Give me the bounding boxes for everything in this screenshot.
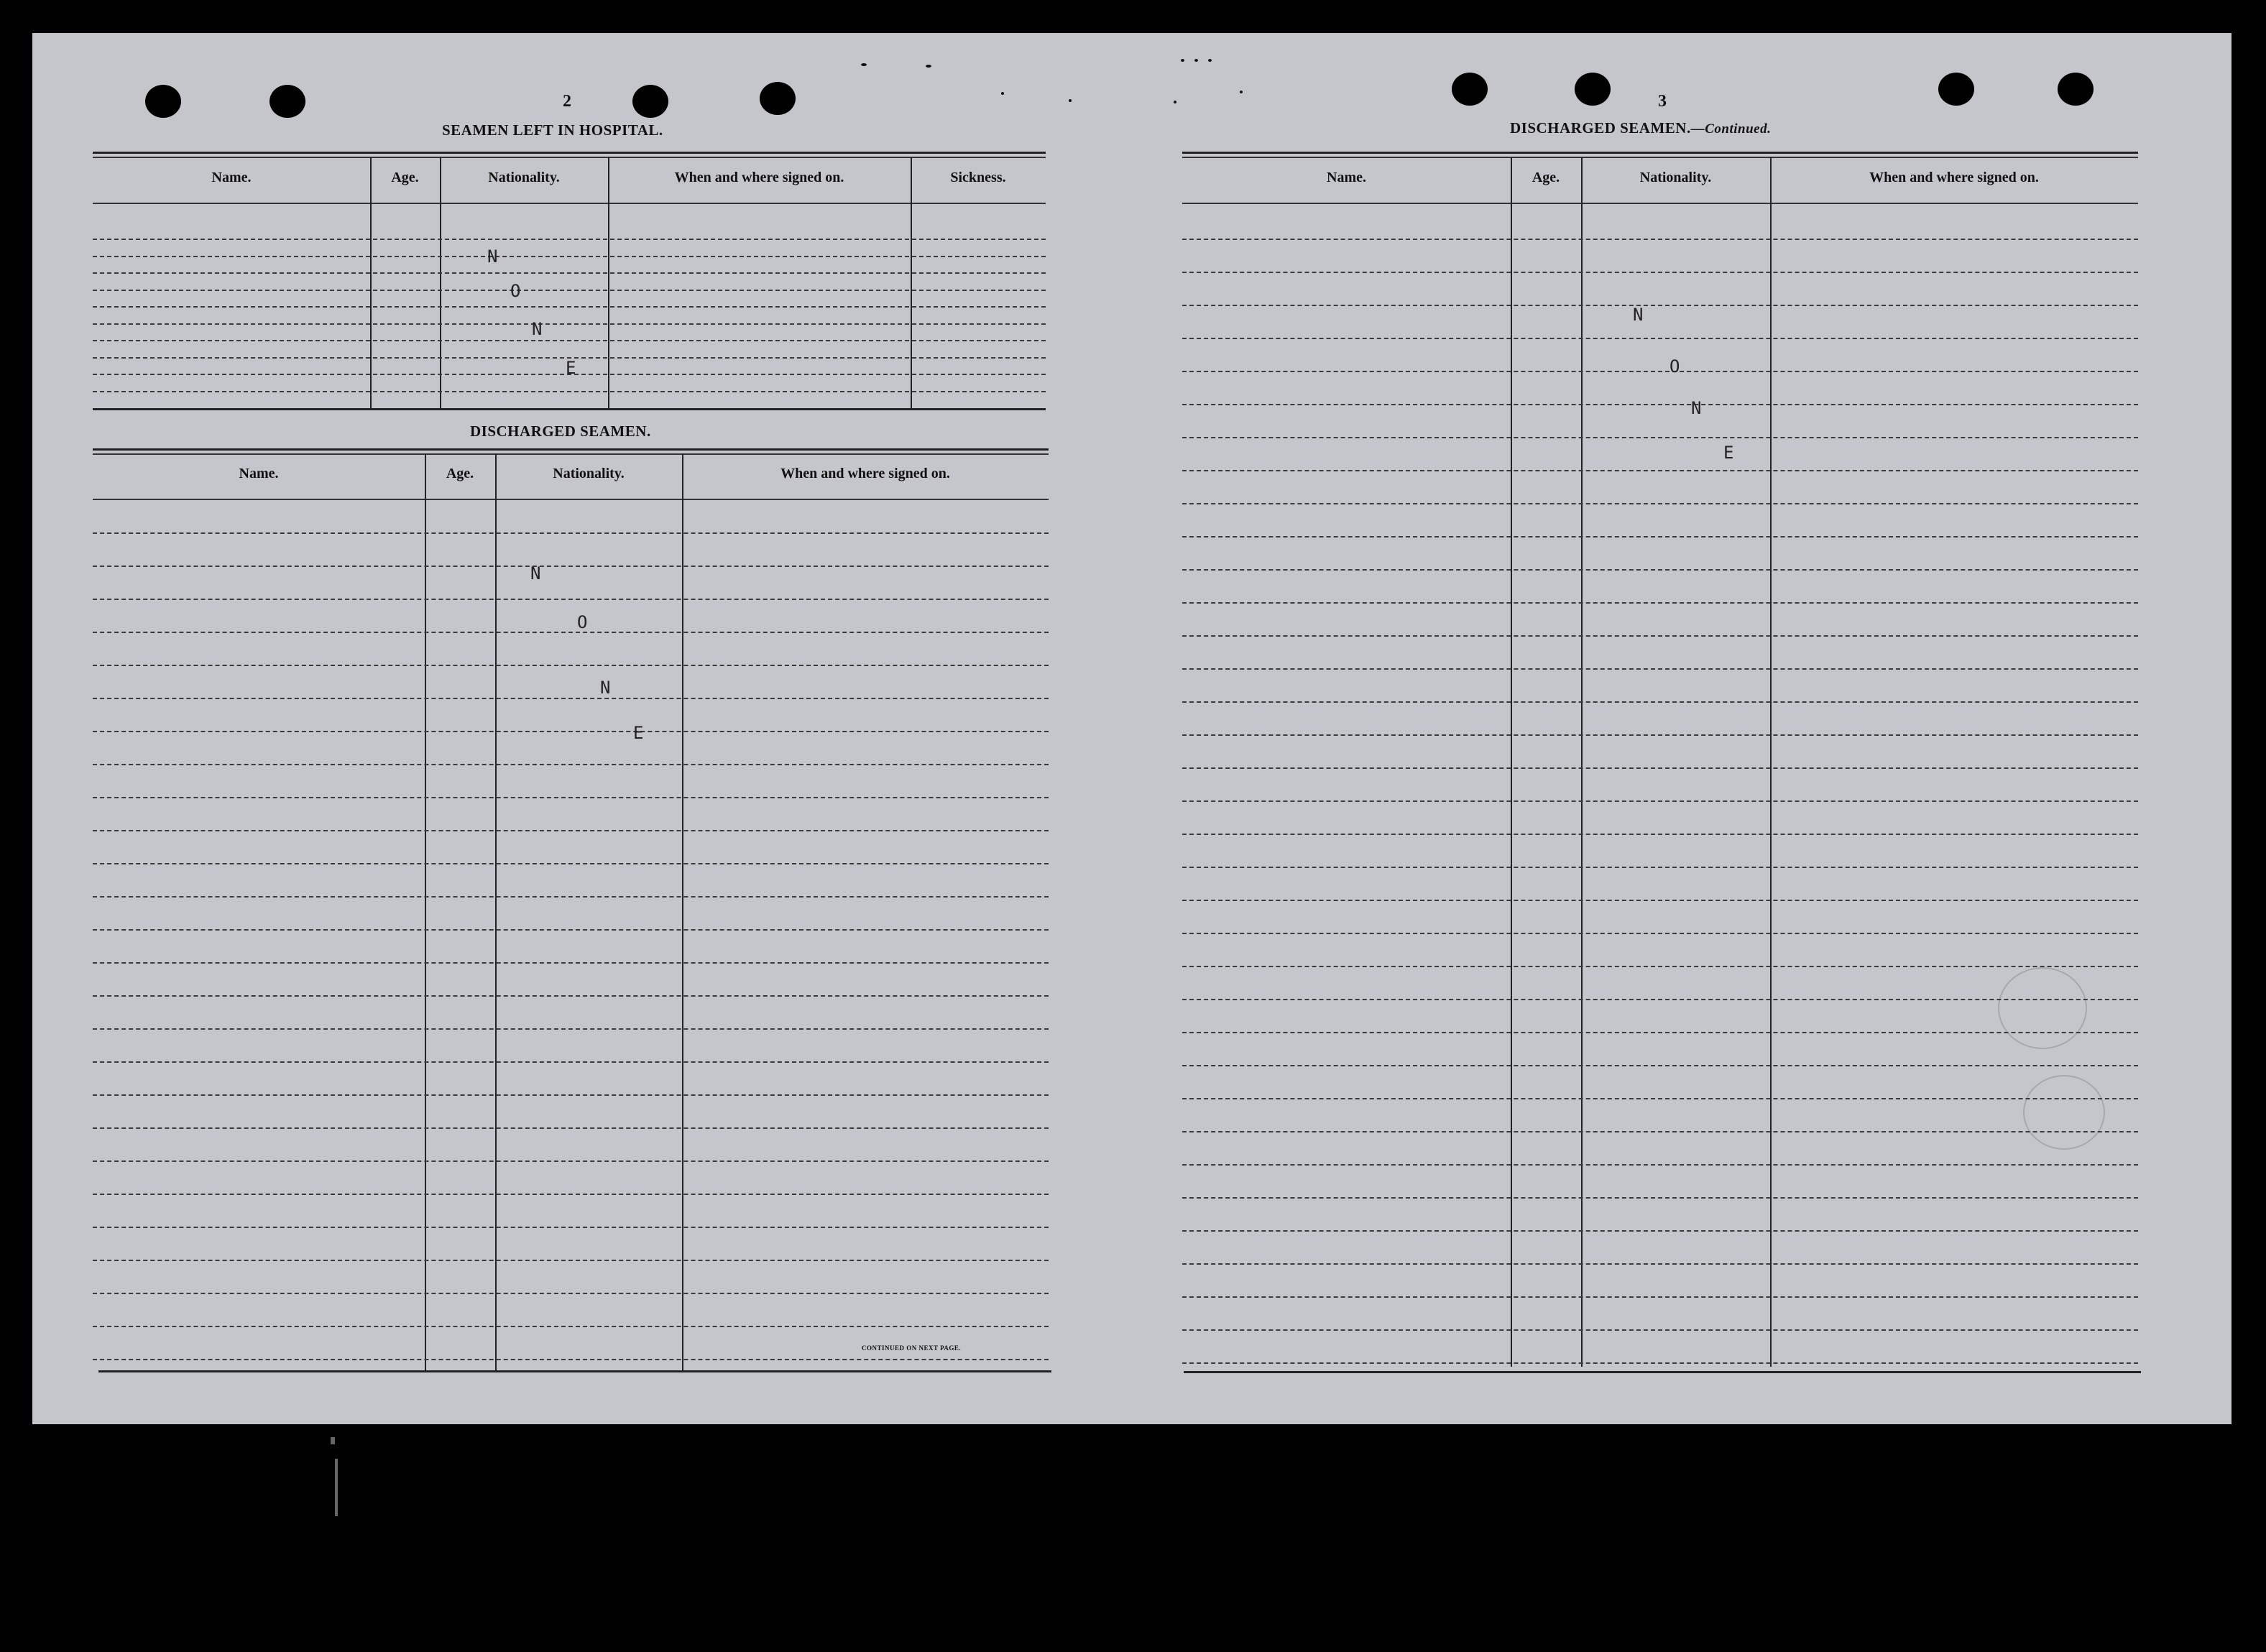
hospital-col-age: Age. — [391, 170, 419, 185]
speck — [1240, 91, 1243, 93]
ruled-line — [1182, 900, 2138, 901]
ruled-line — [93, 323, 1046, 325]
right-title-text: DISCHARGED SEAMEN. — [1510, 119, 1691, 137]
ruled-line — [93, 1293, 1049, 1294]
column-divider — [495, 453, 497, 1370]
punch-hole — [2058, 73, 2094, 106]
ruled-line — [93, 1260, 1049, 1261]
ruled-line — [93, 340, 1046, 341]
ruled-line — [1182, 569, 2138, 571]
ruled-line — [93, 665, 1049, 666]
ruled-line — [93, 566, 1049, 567]
ruled-line — [93, 272, 1046, 274]
ruled-line — [1182, 602, 2138, 604]
hospital-col-nationality: Nationality. — [488, 170, 560, 185]
table-rule — [93, 499, 1049, 500]
ruled-line — [1182, 503, 2138, 504]
none-letter: E — [633, 723, 644, 743]
ruled-line — [93, 1359, 1049, 1360]
ruled-line — [93, 797, 1049, 798]
ruled-line — [1182, 305, 2138, 306]
ruled-line — [1182, 734, 2138, 736]
ruled-line — [1182, 1032, 2138, 1033]
ruled-line — [1182, 404, 2138, 405]
speck — [926, 65, 931, 68]
hospital-section-title: SEAMEN LEFT IN HOSPITAL. — [442, 121, 663, 139]
ruled-line — [93, 290, 1046, 291]
none-letter: N — [1691, 398, 1702, 418]
punch-hole — [1575, 73, 1611, 106]
ruled-line — [1182, 1263, 2138, 1265]
speck — [861, 63, 867, 66]
punch-hole — [1452, 73, 1488, 106]
ruled-line — [1182, 239, 2138, 240]
ruled-line — [1182, 966, 2138, 967]
ruled-line — [93, 764, 1049, 765]
table-rule — [98, 1370, 1051, 1372]
ruled-line — [1182, 1296, 2138, 1298]
ruled-line — [93, 1326, 1049, 1327]
ruled-line — [93, 896, 1049, 897]
ruled-line — [1182, 701, 2138, 703]
table-rule — [1182, 203, 2138, 204]
ruled-line — [1182, 767, 2138, 769]
speck — [1069, 99, 1072, 102]
ruled-line — [93, 1227, 1049, 1228]
faint-stamp — [2023, 1075, 2105, 1150]
table-rule — [1182, 152, 2138, 154]
speck — [1174, 101, 1176, 103]
continued-note: CONTINUED ON NEXT PAGE. — [862, 1344, 962, 1352]
ruled-line — [93, 306, 1046, 308]
ruled-line — [1182, 1230, 2138, 1232]
page-number-left: 2 — [563, 92, 571, 111]
ruled-line — [93, 1094, 1049, 1096]
speck — [1194, 59, 1198, 62]
table-rule — [93, 408, 1046, 410]
discharged-section-title: DISCHARGED SEAMEN. — [470, 423, 651, 440]
ruled-line — [93, 1028, 1049, 1030]
ruled-line — [93, 532, 1049, 534]
ruled-line — [93, 863, 1049, 864]
ruled-line — [93, 239, 1046, 240]
ruled-line — [93, 698, 1049, 699]
ruled-line — [1182, 933, 2138, 934]
none-letter: N — [1633, 305, 1644, 325]
discharged-col-age: Age. — [446, 466, 474, 481]
hospital-col-signed-on: When and where signed on. — [674, 170, 844, 185]
table-rule — [1184, 1371, 2141, 1373]
none-letter: N — [530, 563, 541, 583]
ruled-line — [93, 962, 1049, 964]
document-sheet — [32, 33, 2232, 1424]
ruled-line — [93, 1160, 1049, 1162]
hospital-col-sickness: Sickness. — [950, 170, 1006, 185]
hospital-col-name: Name. — [211, 170, 252, 185]
none-letter: N — [532, 319, 543, 339]
ruled-line — [93, 830, 1049, 831]
table-rule — [93, 448, 1049, 451]
ruled-line — [93, 599, 1049, 600]
ruled-line — [1182, 437, 2138, 438]
ruled-line — [93, 632, 1049, 633]
ruled-line — [93, 731, 1049, 732]
right-col-signed-on: When and where signed on. — [1869, 170, 2039, 185]
punch-hole — [760, 82, 796, 115]
ruled-line — [1182, 668, 2138, 670]
column-divider — [425, 453, 426, 1370]
ruled-line — [1182, 536, 2138, 537]
right-col-nationality: Nationality. — [1639, 170, 1712, 185]
table-rule — [93, 453, 1049, 455]
faint-stamp — [1998, 967, 2087, 1049]
column-divider — [370, 157, 372, 408]
ruled-line — [1182, 371, 2138, 372]
speck — [1208, 59, 1212, 62]
discharged-col-signed-on: When and where signed on. — [780, 466, 950, 481]
table-rule — [93, 203, 1046, 204]
speck — [1001, 92, 1004, 95]
table-rule — [1182, 157, 2138, 158]
ruled-line — [1182, 1197, 2138, 1199]
ruled-line — [1182, 867, 2138, 868]
none-letter: O — [577, 612, 588, 632]
discharged-col-name: Name. — [239, 466, 279, 481]
right-col-age: Age. — [1532, 170, 1560, 185]
ruled-line — [1182, 338, 2138, 339]
right-title-continued: —Continued. — [1690, 121, 1772, 137]
ruled-line — [1182, 272, 2138, 273]
column-divider — [440, 157, 441, 408]
ruled-line — [1182, 834, 2138, 835]
ruled-line — [1182, 470, 2138, 471]
ruled-line — [1182, 1131, 2138, 1132]
none-letter: O — [510, 281, 521, 301]
column-divider — [682, 453, 683, 1370]
page-number-right: 3 — [1658, 92, 1667, 111]
ruled-line — [93, 391, 1046, 392]
ruled-line — [93, 256, 1046, 257]
punch-hole — [270, 85, 305, 118]
ruled-line — [93, 1194, 1049, 1195]
ruled-line — [93, 1061, 1049, 1063]
ruled-line — [93, 929, 1049, 931]
none-letter: O — [1669, 356, 1680, 377]
ruled-line — [1182, 800, 2138, 802]
ruled-line — [1182, 1329, 2138, 1331]
ruled-line — [1182, 1098, 2138, 1099]
column-divider — [911, 157, 912, 408]
discharged-col-nationality: Nationality. — [553, 466, 625, 481]
speck — [1181, 59, 1184, 62]
ruled-line — [1182, 635, 2138, 637]
none-letter: N — [600, 678, 611, 698]
right-col-name: Name. — [1327, 170, 1366, 185]
none-letter: N — [487, 246, 498, 267]
binding-mark — [331, 1437, 335, 1444]
column-divider — [608, 157, 609, 408]
ruled-line — [1182, 1362, 2138, 1364]
ruled-line — [1182, 1164, 2138, 1166]
table-rule — [93, 157, 1046, 158]
ruled-line — [93, 995, 1049, 997]
binding-mark — [335, 1459, 338, 1516]
punch-hole — [1938, 73, 1974, 106]
ruled-line — [1182, 999, 2138, 1000]
ruled-line — [1182, 1065, 2138, 1066]
ruled-line — [93, 1127, 1049, 1129]
table-rule — [93, 152, 1046, 154]
punch-hole — [145, 85, 181, 118]
punch-hole — [632, 85, 668, 118]
none-letter: E — [566, 358, 576, 378]
none-letter: E — [1723, 443, 1734, 463]
right-section-title — [1510, 119, 1771, 137]
